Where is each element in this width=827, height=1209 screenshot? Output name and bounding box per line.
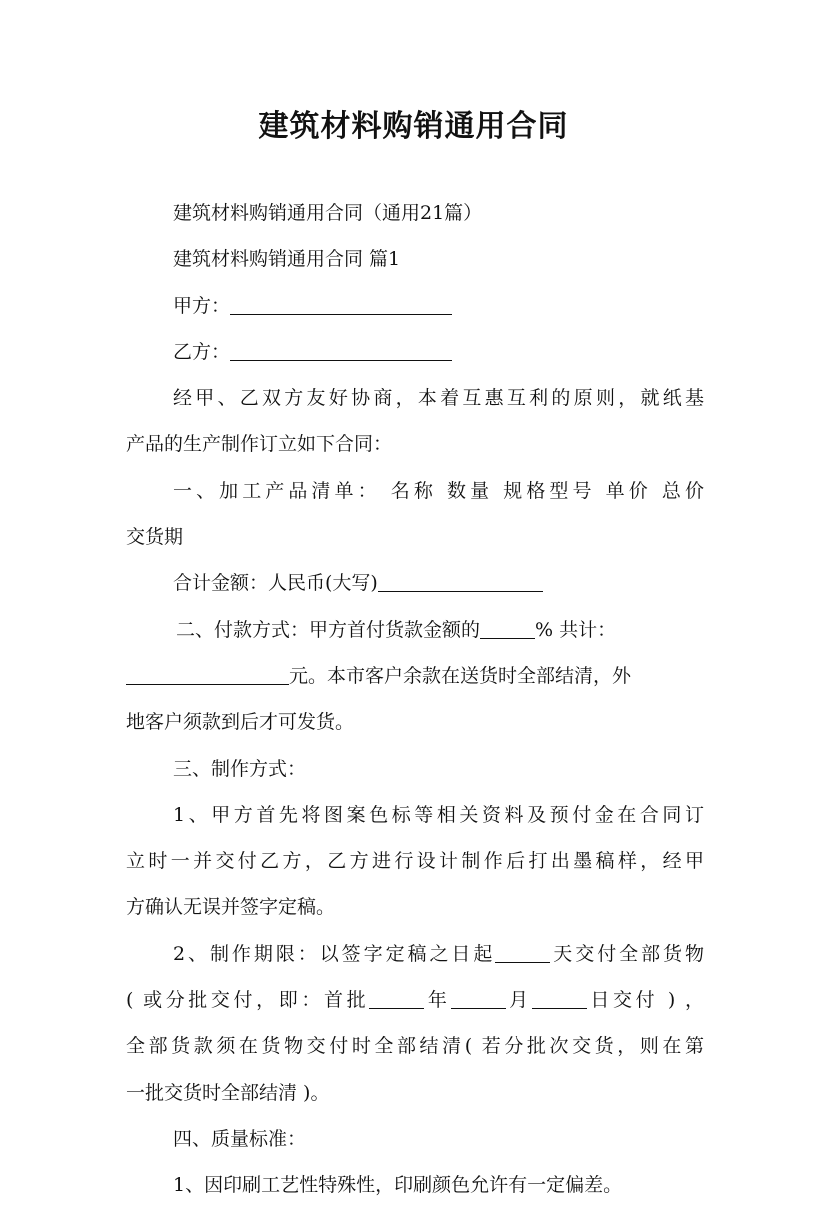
batch-year-blank — [369, 989, 424, 1009]
deadline-line-3: 全部货款须在货物交付时全部结清( 若分批次交货，则在第 — [126, 1035, 704, 1058]
batch-month-blank — [451, 989, 506, 1009]
document-body — [126, 190, 704, 1209]
item4-heading: 四、质量标准： — [173, 1127, 307, 1150]
method-line-2: 立时一并交付乙方，乙方进行设计制作后打出墨稿样，经甲 — [126, 850, 704, 873]
item3-heading: 三、制作方式： — [173, 757, 307, 780]
deadline-suffix: 天交付全部货物 — [550, 942, 704, 965]
day-label: 日交付 ) ， — [586, 989, 704, 1012]
payment-terms-text: 元。本市客户余款在送货时全部结清，外 — [289, 664, 632, 687]
deadline-line-4: 一批交货时全部结清 )。 — [126, 1081, 330, 1104]
deadline-days-blank — [495, 943, 550, 963]
subtitle-line: 建筑材料购销通用合同（通用21篇） — [173, 202, 483, 224]
payment-label: 二、付款方式：甲方首付货款金额的 — [176, 618, 481, 641]
party-a-line — [126, 283, 704, 329]
deadline-label: 2、制作期限：以签字定稿之日起 — [173, 942, 496, 965]
intro-line-1: 经甲、乙双方友好协商，本着互惠互利的原则，就纸基 — [173, 387, 704, 410]
payment-total-blank — [126, 665, 289, 685]
deadline-line-1 — [126, 931, 704, 977]
payment-percent-blank — [480, 619, 535, 639]
month-label: 月 — [505, 989, 532, 1012]
batch-label: ( 或分批交付，即：首批 — [126, 989, 370, 1012]
party-a-blank — [230, 295, 452, 315]
document-title: 建筑材料购销通用合同 — [258, 109, 569, 144]
total-amount-line — [126, 560, 704, 606]
method-line-3: 方确认无误并签字定稿。 — [126, 896, 336, 919]
deadline-line-2 — [126, 977, 704, 1023]
intro-line-2: 产品的生产制作订立如下合同： — [126, 433, 393, 456]
payment-line-2 — [126, 653, 704, 699]
item1-line-1: 一、加工产品清单： 名称 数量 规格型号 单价 总价 — [173, 479, 704, 502]
batch-day-blank — [532, 989, 587, 1009]
party-b-label: 乙方： — [173, 340, 231, 363]
year-label: 年 — [424, 989, 451, 1012]
party-a-label: 甲方： — [173, 294, 231, 317]
chapter-heading: 建筑材料购销通用合同 篇1 — [173, 248, 401, 271]
total-amount-label: 合计金额：人民币(大写) — [173, 572, 378, 595]
total-amount-blank — [378, 572, 543, 592]
quality-line-1: 1、因印刷工艺性特殊性，印刷颜色允许有一定偏差。 — [173, 1174, 623, 1197]
item1-line-2: 交货期 — [126, 526, 184, 549]
party-b-blank — [230, 341, 452, 361]
payment-line-3: 地客户须款到后才可发货。 — [126, 711, 355, 734]
method-line-1: 1、甲方首先将图案色标等相关资料及预付金在合同订 — [173, 803, 704, 826]
payment-line-1 — [126, 607, 704, 653]
payment-total-label: % 共计： — [535, 618, 617, 641]
party-b-line — [126, 329, 704, 375]
